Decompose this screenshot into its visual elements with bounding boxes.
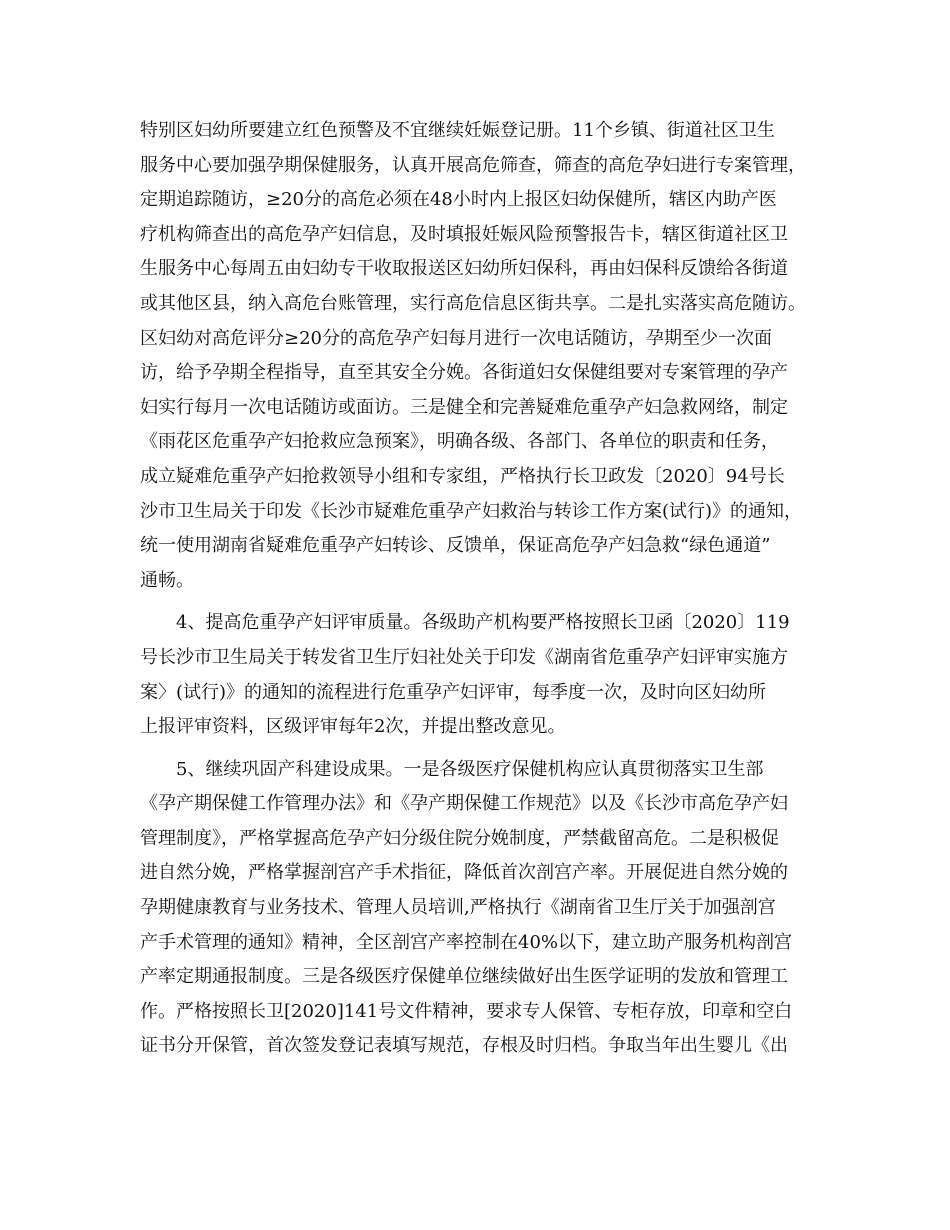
text-line: 孕期健康教育与业务技术、管理人员培训,严格执行《湖南省卫生厅关于加强剖宫 (140, 897, 776, 919)
body-text (140, 114, 830, 1064)
text-line: 进自然分娩，严格掌握剖宫产手术指征，降低首次剖宫产率。开展促进自然分娩的 (140, 862, 788, 884)
text-line: 疗机构筛查出的高危孕产妇信息，及时填报妊娠风险预警报告卡，辖区街道社区卫 (140, 223, 788, 245)
text-line: 定期追踪随访，≥20分的高危必须在48小时内上报区妇幼保健所，辖区内助产医 (140, 189, 777, 211)
text-line: 统一使用湖南省疑难危重孕产妇转诊、反馈单，保证高危孕产妇急救“绿色通道” (140, 535, 771, 557)
text-line: 或其他区县，纳入高危台账管理，实行高危信息区街共享。二是扎实落实高危随访。 (140, 292, 806, 314)
text-line: 特别区妇幼所要建立红色预警及不宜继续妊娠登记册。11个乡镇、街道社区卫生 (140, 120, 775, 141)
text-line: 5、继续巩固产科建设成果。一是各级医疗保健机构应认真贯彻落实卫生部 (140, 758, 764, 780)
text-line: 产率定期通报制度。三是各级医疗保健单位继续做好出生医学证明的发放和管理工 (140, 966, 788, 988)
text-line: 沙市卫生局关于印发《长沙市疑难危重孕产妇救治与转诊工作方案(试行)》的通知， (140, 500, 803, 522)
text-line: 《雨花区危重孕产妇抢救应急预案》，明确各级、各部门、各单位的职责和任务， (140, 431, 779, 453)
text-line: 作。严格按照长卫[2020]141号文件精神，要求专人保管、专柜存放，印章和空白 (140, 1000, 793, 1022)
text-line: 成立疑难危重孕产妇抢救领导小组和专家组，严格执行长卫政发〔2020〕94号长 (140, 465, 785, 487)
text-line: 通畅。 (140, 569, 194, 591)
text-line: 妇实行每月一次电话随访或面访。三是健全和完善疑难危重孕产妇急救网络，制定 (140, 396, 788, 418)
text-line: 上报评审资料，区级评审每年2次，并提出整改意见。 (140, 716, 566, 738)
text-line: 《孕产期保健工作管理办法》和《孕产期保健工作规范》以及《长沙市高危孕产妇 (140, 793, 788, 815)
text-line: 号长沙市卫生局关于转发省卫生厅妇社处关于印发《湖南省危重孕产妇评审实施方 (140, 646, 788, 668)
text-line: 访，给予孕期全程指导，直至其安全分娩。各街道妇女保健组要对专案管理的孕产 (140, 362, 788, 384)
text-line: 生服务中心每周五由妇幼专干收取报送区妇幼所妇保科，再由妇保科反馈给各街道 (140, 258, 788, 280)
text-line: 区妇幼对高危评分≥20分的高危孕产妇每月进行一次电话随访，孕期至少一次面 (140, 327, 772, 349)
text-line: 案〉(试行)》的通知的流程进行危重孕产妇评审，每季度一次，及时向区妇幼所 (140, 681, 767, 703)
text-line: 产手术管理的通知》精神，全区剖宫产率控制在40%以下，建立助产服务机构剖宫 (140, 931, 793, 953)
text-line: 证书分开保管，首次签发登记表填写规范，存根及时归档。争取当年出生婴儿《出 (140, 1035, 788, 1057)
text-line: 管理制度》，严格掌握高危孕产妇分级住院分娩制度，严禁截留高危。二是积极促 (140, 827, 779, 849)
text-line: 服务中心要加强孕期保健服务，认真开展高危筛查，筛查的高危孕妇进行专案管理， (140, 154, 806, 176)
text-line: 4、提高危重孕产妇评审质量。各级助产机构要严格按照长卫函〔2020〕119 (140, 612, 790, 634)
